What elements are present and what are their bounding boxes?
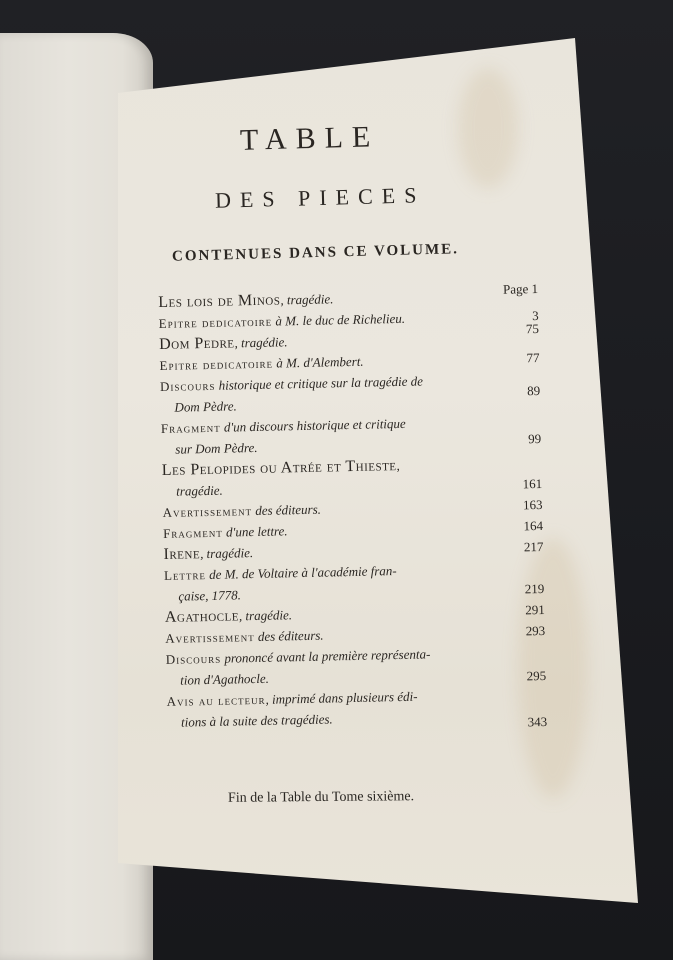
entry-page: 89 bbox=[527, 383, 541, 399]
entry-page: 343 bbox=[527, 713, 548, 730]
entry-title: Discours bbox=[159, 377, 216, 394]
entry-page: 99 bbox=[528, 431, 542, 447]
entry-desc: prononcé avant la première représenta- bbox=[220, 646, 431, 666]
entry-title: Agathocle bbox=[164, 607, 240, 626]
entry-page: 163 bbox=[522, 496, 543, 513]
heading-des-pieces: DES PIECES bbox=[214, 182, 426, 213]
entry-page: 219 bbox=[524, 580, 545, 597]
heading-contenues: CONTENUES DANS CE VOLUME. bbox=[171, 241, 460, 265]
entry-page: 1 bbox=[531, 281, 539, 297]
entry-desc: d'une lettre. bbox=[222, 523, 288, 540]
toc-entry bbox=[166, 683, 547, 733]
entry-desc-continued: sur Dom Pèdre. bbox=[175, 439, 258, 457]
entry-page: 295 bbox=[526, 667, 547, 684]
page-label: Page bbox=[502, 281, 529, 297]
entry-desc: d'un discours historique et critique bbox=[220, 415, 406, 435]
table-of-contents bbox=[158, 282, 547, 733]
entry-title: Avertissement bbox=[162, 503, 253, 520]
entry-desc: , tragédie. bbox=[280, 291, 334, 308]
entry-title: Les lois de Minos bbox=[158, 291, 281, 311]
entry-title: Avis au lecteur bbox=[166, 691, 266, 709]
entry-desc-continued: Dom Pèdre. bbox=[174, 398, 237, 415]
entry-page: 217 bbox=[523, 538, 544, 555]
entry-desc-continued: tion d'Agathocle. bbox=[180, 670, 270, 688]
entry-desc: des éditeurs. bbox=[251, 501, 322, 519]
foxing-stain bbox=[458, 68, 518, 188]
entry-desc: historique et critique sur la tragédie de bbox=[215, 373, 424, 393]
entry-title: Discours bbox=[165, 650, 222, 667]
entry-title: Fragment bbox=[160, 419, 221, 436]
entry-title: Les Pelopides ou Atrée et Thieste bbox=[161, 457, 397, 479]
entry-title: Fragment bbox=[162, 524, 223, 541]
entry-title: Lettre bbox=[163, 567, 207, 583]
entry-desc: , tragédie. bbox=[238, 607, 293, 624]
entry-desc: à M. le duc de Richelieu. bbox=[272, 310, 406, 329]
entry-page: 293 bbox=[525, 622, 546, 639]
entry-desc: à M. d'Alembert. bbox=[272, 353, 364, 371]
entry-desc: , bbox=[396, 457, 400, 474]
entry-desc: de M. de Voltaire à l'académie fran- bbox=[205, 563, 397, 583]
entry-page: 291 bbox=[525, 601, 545, 618]
entry-desc: , tragédie. bbox=[199, 545, 254, 562]
entry-page: 3 bbox=[531, 308, 539, 324]
entry-desc-continued: çaise, 1778. bbox=[178, 587, 242, 604]
footer-end-of-table: Fin de la Table du Tome sixième. bbox=[227, 789, 415, 806]
entry-desc: , tragédie. bbox=[234, 334, 288, 351]
entry-title: Epitre dedicatoire bbox=[159, 355, 274, 373]
entry-desc: des éditeurs. bbox=[254, 627, 324, 645]
entry-title: Epitre dedicatoire bbox=[158, 313, 273, 331]
entry-title: Irene bbox=[163, 545, 201, 563]
entry-desc-continued: tragédie. bbox=[176, 482, 223, 499]
entry-page: 161 bbox=[522, 475, 543, 492]
entry-page: 164 bbox=[523, 517, 544, 534]
entry-desc-continued: tions à la suite des tragédies. bbox=[180, 711, 333, 730]
entry-title: Dom Pedre bbox=[158, 334, 235, 353]
entry-page: 77 bbox=[526, 350, 540, 366]
entry-page: 75 bbox=[525, 321, 540, 337]
heading-table: TABLE bbox=[239, 120, 380, 157]
entry-title: Avertissement bbox=[165, 629, 255, 646]
entry-desc: , imprimé dans plusieurs édi- bbox=[265, 688, 418, 707]
